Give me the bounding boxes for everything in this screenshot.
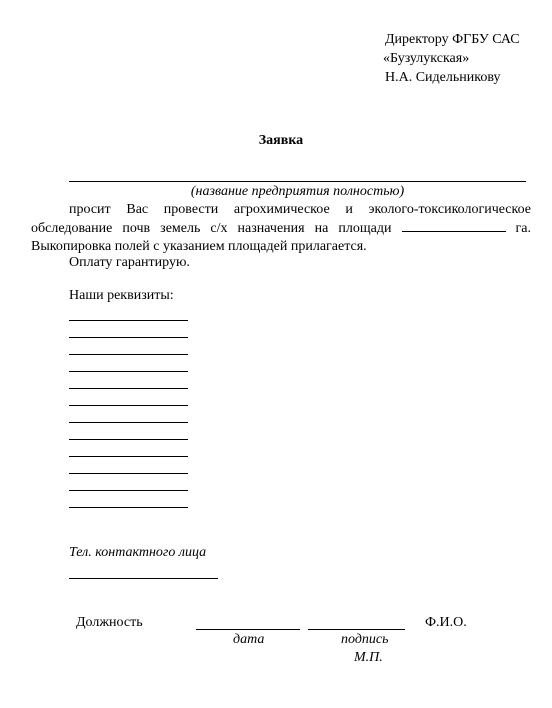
company-name-caption: (название предприятия полностью) <box>190 184 405 199</box>
payment-guarantee: Оплату гарантирую. <box>69 255 190 270</box>
contact-phone-field <box>69 578 218 579</box>
requisites-line <box>69 490 188 491</box>
body-line-1: просит Вас провести агрохимическое и эколого-токсикологическое <box>69 202 531 217</box>
contact-phone-label: Тел. контактного лица <box>69 545 207 560</box>
requisites-line <box>69 320 188 321</box>
position-label: Должность <box>76 615 143 630</box>
body-line-2-start: обследование почв земель с/х назначения на площади <box>31 221 392 236</box>
body-line-2 <box>31 219 531 238</box>
addressee-line-2: «Бузулукская» <box>383 51 470 66</box>
addressee-line-1: Директору ФГБУ САС <box>385 32 520 47</box>
signature-field <box>308 629 405 630</box>
document-title: Заявка <box>258 133 304 148</box>
fio-label: Ф.И.О. <box>425 615 467 630</box>
requisites-line <box>69 388 188 389</box>
request-body <box>31 201 531 256</box>
addressee-line-3: Н.А. Сидельникову <box>385 70 501 85</box>
date-caption: дата <box>233 632 265 647</box>
requisites-line <box>69 422 188 423</box>
requisites-label: Наши реквизиты: <box>69 288 174 303</box>
stamp-caption: М.П. <box>354 650 383 665</box>
requisites-line <box>69 439 188 440</box>
area-unit: га. <box>515 221 532 236</box>
requisites-line <box>69 456 188 457</box>
date-field <box>196 629 300 630</box>
requisites-line <box>69 507 188 508</box>
requisites-line <box>69 337 188 338</box>
signature-caption: подпись <box>341 632 389 647</box>
requisites-line <box>69 405 188 406</box>
requisites-line <box>69 354 188 355</box>
addressee-block <box>383 30 520 87</box>
requisites-line <box>69 371 188 372</box>
company-name-field <box>69 181 526 182</box>
requisites-line <box>69 473 188 474</box>
area-blank-field <box>402 219 506 232</box>
body-line-3: Выкопировка полей с указанием площадей прилагается. <box>31 239 367 254</box>
